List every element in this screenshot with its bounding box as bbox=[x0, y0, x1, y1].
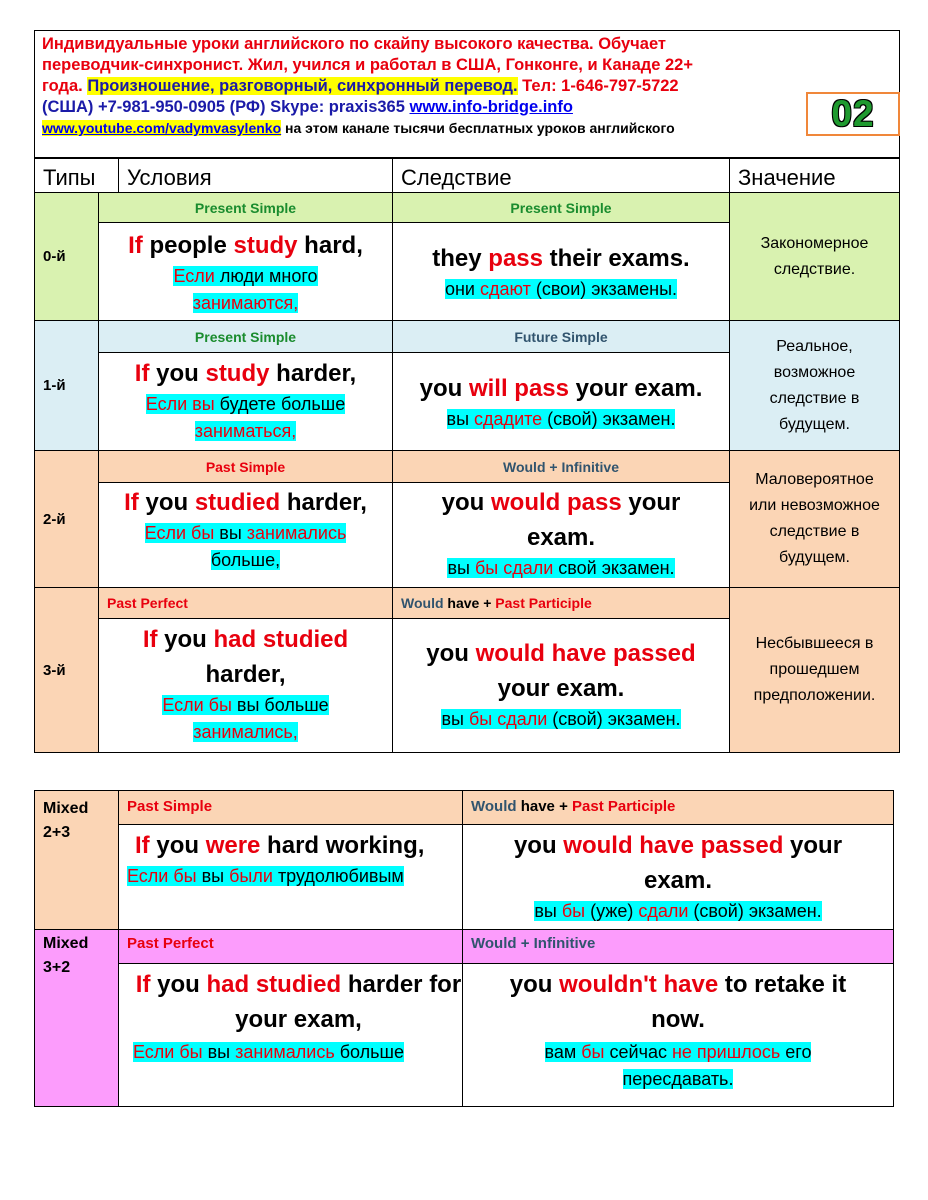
condition-cell bbox=[98, 482, 393, 588]
youtube-link[interactable]: www.youtube.com/vadymvasylenko bbox=[42, 120, 282, 136]
condition-ru: Если люди много занимаются, bbox=[173, 266, 318, 313]
header-text bbox=[42, 34, 802, 139]
result-ru: они сдают (свои) экзамены. bbox=[444, 279, 678, 299]
condition-cell bbox=[118, 963, 463, 1107]
result-label: Would have + Past Participle bbox=[462, 790, 894, 825]
row-type: 3-й bbox=[34, 587, 99, 753]
meaning-cell: Несбывшееся в прошедшем предположении. bbox=[729, 587, 900, 753]
result-en: you would pass your exam. bbox=[441, 489, 681, 551]
condition-label: Present Simple bbox=[98, 192, 393, 223]
condition-en: If you studied harder, bbox=[124, 489, 367, 516]
result-en: you will pass your exam. bbox=[419, 375, 703, 402]
condition-ru: Если бы вы занимались больше bbox=[133, 1042, 404, 1062]
col-header-meaning: Значение bbox=[729, 158, 900, 193]
condition-label: Past Perfect bbox=[118, 929, 463, 964]
result-label: Would + Infinitive bbox=[462, 929, 894, 964]
header-line-5: www.youtube.com/vadymvasylenko на этом канале тысячи бесплатных уроков английского bbox=[42, 120, 675, 136]
condition-en: If you were hard working, bbox=[135, 832, 425, 859]
result-en: you wouldn't have to retake it now. bbox=[509, 971, 847, 1033]
result-label: Present Simple bbox=[392, 192, 730, 223]
header-line-1: Индивидуальные уроки английского по скайпу высокого качества. Обучает bbox=[42, 35, 666, 53]
condition-en: If you study harder, bbox=[134, 360, 357, 387]
col-header-consequence: Следствие bbox=[392, 158, 730, 193]
result-ru: вы сдадите (свой) экзамен. bbox=[446, 409, 676, 429]
row-type: 0-й bbox=[34, 192, 99, 321]
condition-ru: Если бы вы занимались больше, bbox=[144, 523, 347, 570]
result-cell bbox=[392, 482, 730, 588]
result-label: Future Simple bbox=[392, 320, 730, 353]
mixed-type: Mixed 3+2 bbox=[34, 929, 119, 1107]
result-en: you would have passed your exam. bbox=[426, 640, 696, 702]
condition-cell bbox=[98, 352, 393, 451]
condition-ru: Если бы вы были трудолюбивым bbox=[127, 866, 404, 886]
mixed-type: Mixed 2+3 bbox=[34, 790, 119, 930]
website-link[interactable]: www.info-bridge.info bbox=[409, 98, 573, 116]
result-cell bbox=[392, 352, 730, 451]
condition-label: Past Simple bbox=[118, 790, 463, 825]
condition-en: If you had studied harder, bbox=[142, 626, 349, 688]
condition-ru: Если вы будете больше заниматься, bbox=[145, 394, 346, 441]
result-label: Would + Infinitive bbox=[392, 450, 730, 483]
result-ru: вы бы сдали (свой) экзамен. bbox=[441, 709, 681, 729]
condition-cell bbox=[98, 618, 393, 753]
result-cell bbox=[462, 963, 894, 1107]
row-type: 1-й bbox=[34, 320, 99, 451]
result-ru: вам бы сейчас не пришлось его пересдавать. bbox=[544, 1042, 812, 1089]
result-label: Would have + Past Participle bbox=[392, 587, 730, 619]
condition-en: If people study hard, bbox=[128, 232, 363, 259]
meaning-cell: Реальное, возможное следствие в будущем. bbox=[729, 320, 900, 451]
row-type: 2-й bbox=[34, 450, 99, 588]
condition-cell bbox=[98, 222, 393, 321]
result-cell bbox=[392, 222, 730, 321]
result-cell bbox=[392, 618, 730, 753]
page-number-badge: 02 bbox=[806, 92, 900, 136]
meaning-cell: Маловероятное или невозможное следствие в будущем. bbox=[729, 450, 900, 588]
result-en: you would have passed your exam. bbox=[513, 832, 843, 894]
header-highlight: Произношение, разговорный, синхронный перевод. bbox=[87, 77, 518, 95]
result-cell bbox=[462, 824, 894, 930]
col-header-types: Типы bbox=[34, 158, 119, 193]
header-line-3: года. Произношение, разговорный, синхронный перевод. Тел: 1-646-797-5722 bbox=[42, 77, 679, 95]
condition-label: Past Perfect bbox=[98, 587, 393, 619]
result-ru: вы бы сдали свой экзамен. bbox=[447, 558, 675, 578]
condition-cell bbox=[118, 824, 463, 930]
col-header-conditions: Условия bbox=[118, 158, 393, 193]
condition-ru: Если бы вы больше занимались, bbox=[162, 695, 329, 742]
meaning-cell: Закономерное следствие. bbox=[729, 192, 900, 321]
condition-en: If you had studied harder for your exam, bbox=[135, 971, 462, 1033]
condition-label: Past Simple bbox=[98, 450, 393, 483]
header-line-2: переводчик-синхронист. Жил, учился и работал в США, Гонконге, и Канаде 22+ bbox=[42, 56, 693, 74]
header-line-4: (США) +7-981-950-0905 (РФ) Skype: praxis365 www.info-bridge.info bbox=[42, 98, 573, 116]
result-ru: вы бы (уже) сдали (свой) экзамен. bbox=[534, 901, 822, 921]
result-en: they pass their exams. bbox=[432, 245, 690, 272]
condition-label: Present Simple bbox=[98, 320, 393, 353]
